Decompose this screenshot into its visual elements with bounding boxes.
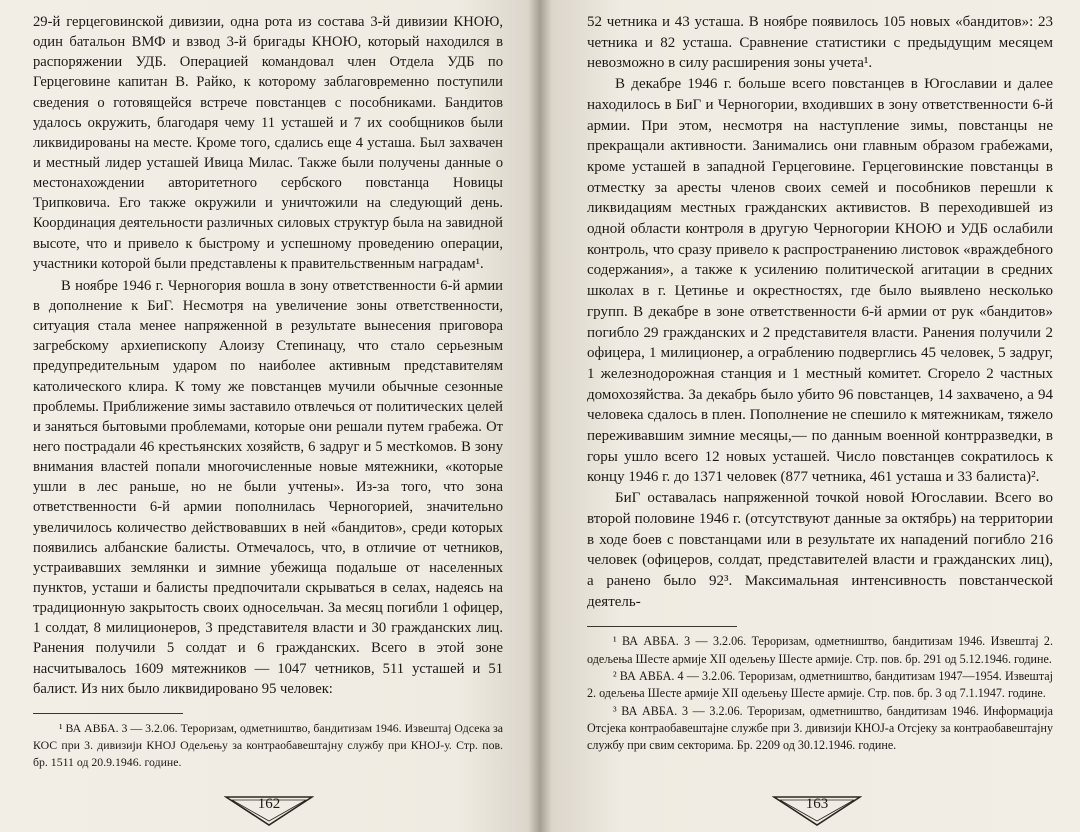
page-number-ornament xyxy=(224,794,314,828)
paragraph: 52 четника и 43 усташа. В ноябре появилось 105 новых «бандитов»: 23 четника и 82 усташа. Сравнение статистики с предыдущим месяцем невозможно в силу расширения зоны учета¹. xyxy=(587,14,1053,72)
page-number-ornament xyxy=(772,794,862,828)
footnote: ² ВА АВБА. 4 — 3.2.06. Тероризам, одметништво, бандитизам 1947—1954. Извештај 2. одељења Шесте армије XII одељењу Шесте армије. Стр. пов. бр. 3 од 7.1.1947. године. xyxy=(587,668,1053,701)
paragraph: В декабре 1946 г. больше всего повстанцев в Югославии и далее находилось в БиГ и Черногории, входивших в зону ответственности 6-й армии. При этом, несмотря на наступление зимы, повстанцы не прекращали активности. Занимались они главным образом грабежами, кроме усташей в западной Герцеговине. Герцеговинские повстанцы в отместку за аресты членов своих семей и пособников перешли к ликвидациям местных гражданских активистов. В переходившей из одной области контроля в другую Черногории КНОЮ и УДБ ослабили контроль, что сразу привело к распространению листовок «враждебного содержания», а также к усилению политической агитации в средних школах в г. Цетинье и окрестностях, где было выявлено несколько групп. В декабре в зоне ответственности 6-й армии от рук «бандитов» погибло 29 гражданских и 2 представителя власти. Ранения получили 2 офицера, 1 милиционер, а ограблению подверглись 45 человек, 5 задруг, 1 железнодорожная станция и 1 местный комитет. Сгорело 2 частных домохозяйства. За декабрь было убито 96 повстанцев, 14 захвачено, а 94 человека сдалось в плен. Пополнение не спешило к мятежникам, тяжело переживавшим зимние месяцы,— по данным военной контрразведки, в горы ушло всего 12 новых усташей. Число повстанцев сократилось к концу 1946 г. до 1371 человек (877 четника, 461 усташа и 33 балиста)². xyxy=(587,76,1053,486)
right-page-text xyxy=(587,12,1053,754)
paragraph: В ноябре 1946 г. Черногория вошла в зону ответственности 6-й армии в дополнение к БиГ. Несмотря на увеличение зоны ответственности, ситуация стала менее напряженной в результате вынесения приговора загребскому архиепископу Алоизу Степинацу, что стало серьезным предупредительным ударом по наиболее активным представителям католического клира. К тому же повстанцев мучили обычные сезонные проблемы. Приближение зимы заставило отвлечься от политических целей и заняться бытовыми проблемами, которые они решали путем грабежа. От него пострадали 46 крестьянских хозяйств, 6 задруг и 5 местkомов. В зону внимания властей попали многочисленные новые мятежники, «которые ушли в лес раньше, но не были учтены». Из-за того, что зона ответственности 6-й армии пополнилась Черногорией, значительно увеличилось количество действовавших в ней «бандитов», среди которых появились албанские балисты. Отмечалось, что, в отличие от четников, устраивавших землянки и зимние убежища подальше от населенных пунктов, усташи и балисты предпочитали скрываться в селах, надеясь на традиционную закрытость своих односельчан. За месяц погибли 1 офицер, 1 солдат, 8 милиционеров, 3 представителя власти и 30 гражданских лиц. Ранения получили 5 солдат и 6 гражданских. Всего в этой зоне насчитывалось 1609 мятежников — 1047 четников, 511 усташей и 51 балист. Из них было ликвидировано 95 человек: xyxy=(33,277,503,697)
left-page-text xyxy=(33,12,503,770)
footnote-rule xyxy=(33,713,183,714)
page-number: 162 xyxy=(257,796,281,812)
book-gutter xyxy=(528,0,552,832)
footnote: ³ ВА АВБА. 3 — 3.2.06. Тероризам, одметништво, бандитизам 1946. Информација Отсјека контраобавештајне службе при 3. дивизији КНОЈ-а Отсјеку за контраобавештајну службу при свим секторима. Бр. 2209 од 30.12.1946. године. xyxy=(587,703,1053,753)
paragraph: 29-й герцеговинской дивизии, одна рота из состава 3-й дивизии КНОЮ, один батальон ВМФ и взвод 3-й бригады КНОЮ, который находился в распоряжении УДБ. Операцией командовал член Отдела УДБ по Герцеговине капитан В. Райко, к которому заблаговременно поступили сведения о готовящейся встрече повстанцев с пособниками. Бандитов удалось окружить, благодаря чему 11 усташей и 7 их сообщников были ликвидированы на месте. Кроме того, сдались еще 4 усташа. Был захвачен и местный лидер усташей Ивица Милас. Также были получены данные о местонахождении авторитетного сербского повстанца Новицы Трипковича. Его также окружили и уничтожили на следующий день. Координация деятельности различных силовых структур была на завидной высоте, что и привело к быстрому и успешному проведению операции, участники которой были представлены к правительственным наградам¹. xyxy=(33,14,503,272)
right-page xyxy=(540,0,1080,832)
footnote: ¹ ВА АВБА. 3 — 3.2.06. Тероризам, одметништво, бандитизам 1946. Извештај 2. одељења Шесте армије XII одељењу Шесте армије. Стр. пов. бр. 291 од 5.12.1946. године. xyxy=(587,634,1053,666)
page-number: 163 xyxy=(805,796,829,812)
paragraph: БиГ оставалась напряженной точкой новой Югославии. Всего во второй половине 1946 г. (отсутствуют данные за октябрь) на территории в ходе боев с повстанцами или в результате их нападений погибло 216 человек (офицеров, солдат, представителей власти и гражданских лиц), а ранено было 92³. Максимальная интенсивность повстанческой деятель- xyxy=(587,490,1053,610)
footnote: ¹ ВА АВБА. 3 — 3.2.06. Тероризам, одметништво, бандитизам 1946. Извештај Одсека за КОС при 3. дивизији КНОЈ Одељењу за контраобавештајну службу при КНОЈ-у. Стр. пов. бр. 1511 од 20.9.1946. године. xyxy=(33,720,503,769)
footnote-rule xyxy=(587,626,737,627)
